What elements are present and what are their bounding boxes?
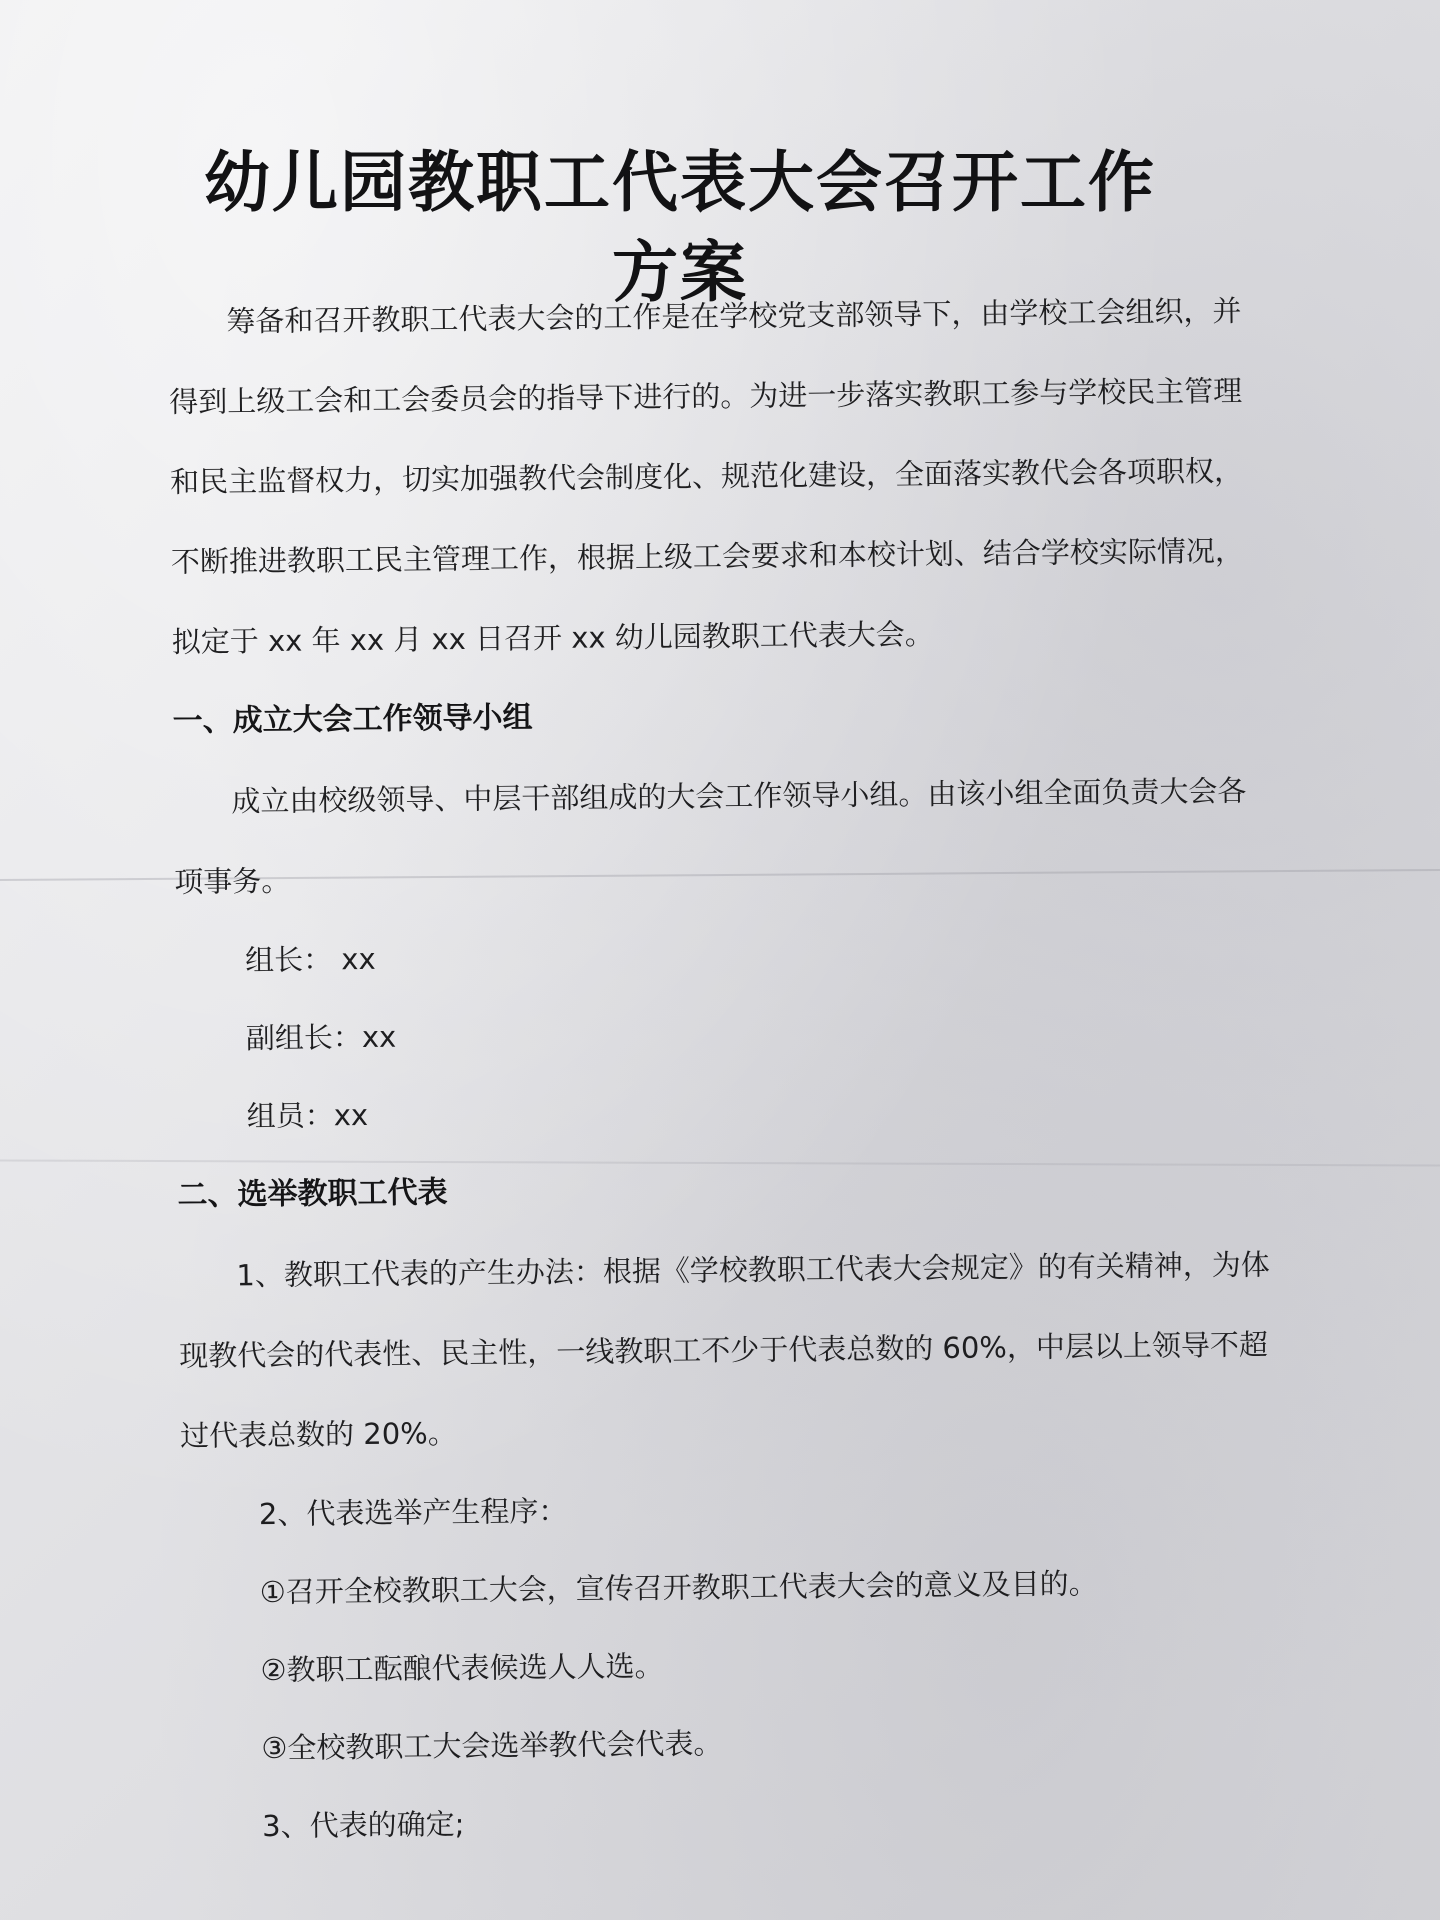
document-title: 幼儿园教职工代表大会召开工作方案 xyxy=(204,144,1156,311)
section-2-item-2: 2、代表选举产生程序： xyxy=(258,1493,568,1532)
section-heading-1: 一、成立大会工作领导小组 xyxy=(172,700,533,739)
intro-paragraph: 筹备和召开教职工代表大会的工作是在学校党支部领导下，由学校工会组织，并得到上级工会和工会委员会的指导下进行的。为进一步落实教职工参与学校民主管理和民主监督权力，切实加强教代会制度化、规范化建设，全面落实教代会各项职权，不断推进教职工民主管理工作，根据上级工会要求和本校计划、结合学校实际情况，拟定于 xx 年 xx 月 xx 日召开 xx 幼儿园教职工代表大会。 xyxy=(169,293,1245,659)
section-1-paragraph: 成立由校级领导、中层干部组成的大会工作领导小组。由该小组全面负责大会各项事务。 xyxy=(174,773,1247,899)
section-2-item-3: 3、代表的确定; xyxy=(261,1806,465,1844)
member-line-deputy: 副组长：xx xyxy=(245,1019,397,1056)
document-body xyxy=(168,270,1285,1865)
section-heading-2: 二、选举教职工代表 xyxy=(177,1175,448,1213)
procedure-step-1: ①召开全校教职工大会，宣传召开教职工代表大会的意义及目的。 xyxy=(259,1566,1098,1610)
section-2-item-1: 1、教职工代表的产生办法：根据《学校教职工代表大会规定》的有关精神，为体现教代会的代表性、民主性，一线教职工不少于代表总数的 60%，中层以上领导不超过代表总数的 20%。 xyxy=(179,1247,1270,1453)
member-line-leader: 组长： xx xyxy=(244,941,376,978)
procedure-step-2: ②教职工酝酿代表候选人人选。 xyxy=(260,1648,664,1688)
procedure-step-3: ③全校教职工大会选举教代会代表。 xyxy=(261,1726,723,1766)
member-line-members: 组员：xx xyxy=(246,1097,369,1134)
